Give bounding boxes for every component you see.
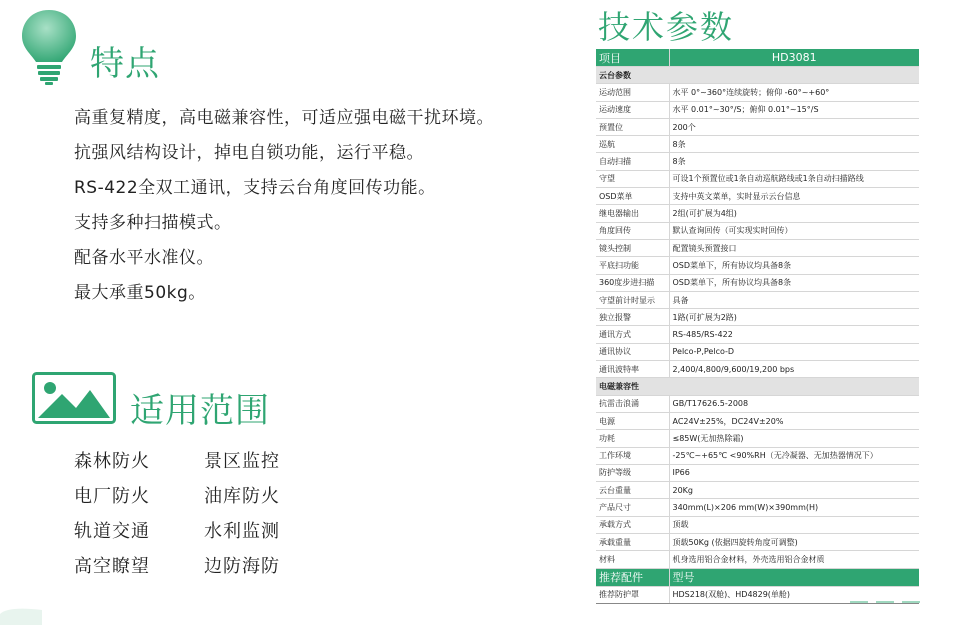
spec-value: 顶载: [669, 516, 919, 533]
spec-value: 可设1个预置位或1条自动巡航路线或1条自动扫描路线: [669, 170, 919, 187]
spec-value: 340mm(L)×206 mm(W)×390mm(H): [669, 499, 919, 516]
feature-item: 抗强风结构设计，掉电自锁功能，运行平稳。: [74, 143, 424, 163]
lightbulb-icon: [18, 8, 80, 86]
spec-key: 通讯方式: [596, 326, 669, 343]
spec-accessory-header-key: 推荐配件: [596, 568, 669, 586]
spec-value: 水平 0°~360°连续旋转；俯仰 -60°~+60°: [669, 84, 919, 101]
spec-value: OSD菜单下，所有协议均具备8条: [669, 274, 919, 291]
spec-value: 具备: [669, 291, 919, 308]
spec-value: RS-485/RS-422: [669, 326, 919, 343]
feature-item: 支持多种扫描模式。: [74, 213, 232, 233]
spec-value: OSD菜单下，所有协议均具备8条: [669, 257, 919, 274]
spec-key: 工作环境: [596, 447, 669, 464]
spec-group-label: 电磁兼容性: [596, 378, 919, 395]
application-item: 油库防火: [204, 486, 280, 507]
spec-key: 运动范围: [596, 84, 669, 101]
spec-row: [596, 516, 919, 533]
spec-value: 水平 0.01°~30°/S；俯仰 0.01°~15°/S: [669, 101, 919, 118]
spec-key: 产品尺寸: [596, 499, 669, 516]
application-item: 边防海防: [204, 556, 280, 577]
spec-key: 360度步进扫描: [596, 274, 669, 291]
spec-key: 通讯波特率: [596, 361, 669, 378]
spec-row: [596, 257, 919, 274]
feature-item: 最大承重50kg。: [74, 283, 206, 303]
application-item: 景区监控: [204, 451, 280, 472]
spec-row: [596, 291, 919, 308]
spec-value: 配置镜头预置接口: [669, 239, 919, 256]
spec-group-row: [596, 67, 919, 84]
spec-value: 默认查询回传（可实现实时回传）: [669, 222, 919, 239]
spec-row: [596, 534, 919, 551]
spec-value: 机身选用铝合金材料，外壳选用铝合金材质: [669, 551, 919, 568]
spec-value: Pelco-P,Pelco-D: [669, 343, 919, 360]
spec-key: 云台重量: [596, 482, 669, 499]
spec-row: [596, 412, 919, 429]
spec-key: 角度回传: [596, 222, 669, 239]
spec-key: 承载重量: [596, 534, 669, 551]
spec-value: 8条: [669, 153, 919, 170]
spec-row: [596, 482, 919, 499]
spec-key: 预置位: [596, 118, 669, 135]
spec-row: [596, 153, 919, 170]
spec-accessory-key: 推荐防护罩: [596, 586, 669, 603]
decorative-lines: [850, 597, 920, 607]
spec-row: [596, 136, 919, 153]
spec-value: 2组(可扩展为4组): [669, 205, 919, 222]
spec-key: 自动扫描: [596, 153, 669, 170]
spec-row: [596, 464, 919, 481]
spec-row: [596, 188, 919, 205]
spec-key: 独立报警: [596, 309, 669, 326]
spec-row: [596, 361, 919, 378]
spec-key: 巡航: [596, 136, 669, 153]
features-title: 特点: [90, 44, 160, 84]
landscape-image-icon: [32, 372, 116, 424]
spec-row: [596, 274, 919, 291]
spec-row: [596, 101, 919, 118]
spec-key: 通讯协议: [596, 343, 669, 360]
spec-value: IP66: [669, 464, 919, 481]
spec-value: 200个: [669, 118, 919, 135]
spec-row: [596, 430, 919, 447]
spec-header-row: [596, 49, 919, 67]
spec-group-row: [596, 378, 919, 395]
spec-row: [596, 118, 919, 135]
spec-row: [596, 205, 919, 222]
spec-row: [596, 343, 919, 360]
spec-key: 材料: [596, 551, 669, 568]
spec-key: 承载方式: [596, 516, 669, 533]
spec-key: 镜头控制: [596, 239, 669, 256]
spec-key: 抗雷击浪涌: [596, 395, 669, 412]
spec-value: 1路(可扩展为2路): [669, 309, 919, 326]
specs-title: 技术参数: [598, 8, 735, 46]
spec-row: [596, 309, 919, 326]
spec-row: [596, 170, 919, 187]
corner-decoration: [0, 604, 42, 625]
features-list: [74, 104, 494, 314]
applications-list: [74, 447, 324, 587]
spec-value: 20Kg: [669, 482, 919, 499]
application-item: 电厂防火: [74, 486, 150, 507]
spec-value: 2,400/4,800/9,600/19,200 bps: [669, 361, 919, 378]
spec-key: OSD菜单: [596, 188, 669, 205]
spec-key: 守望: [596, 170, 669, 187]
spec-table: [596, 49, 919, 604]
applications-title: 适用范围: [130, 391, 270, 431]
spec-value: AC24V±25%，DC24V±20%: [669, 412, 919, 429]
spec-accessory-header-row: [596, 568, 919, 586]
application-item: 高空瞭望: [74, 556, 150, 577]
spec-row: [596, 222, 919, 239]
spec-accessory-value: HDS218(双舱)、HD4829(单舱): [669, 586, 919, 603]
spec-row: [596, 551, 919, 568]
application-item: 水利监测: [204, 521, 280, 542]
spec-key: 功耗: [596, 430, 669, 447]
spec-header-model: HD3081: [669, 49, 919, 67]
spec-accessory-header-value: 型号: [669, 568, 919, 586]
spec-value: -25℃~+65℃ <90%RH（无冷凝器、无加热器情况下）: [669, 447, 919, 464]
spec-row: [596, 499, 919, 516]
spec-key: 运动速度: [596, 101, 669, 118]
spec-row: [596, 84, 919, 101]
spec-value: GB/T17626.5-2008: [669, 395, 919, 412]
spec-key: 电源: [596, 412, 669, 429]
spec-row: [596, 326, 919, 343]
spec-key: 守望前计时显示: [596, 291, 669, 308]
spec-value: 支持中英文菜单，实时显示云台信息: [669, 188, 919, 205]
feature-item: RS-422全双工通讯，支持云台角度回传功能。: [74, 178, 436, 198]
spec-value: 顶载50Kg (依据四旋转角度可调整): [669, 534, 919, 551]
spec-key: 平底扫功能: [596, 257, 669, 274]
application-item: 森林防火: [74, 451, 150, 472]
spec-row: [596, 395, 919, 412]
spec-value: 8条: [669, 136, 919, 153]
application-item: 轨道交通: [74, 521, 150, 542]
spec-key: 防护等级: [596, 464, 669, 481]
feature-item: 高重复精度，高电磁兼容性，可适应强电磁干扰环境。: [74, 108, 494, 128]
spec-header-key: 项目: [596, 49, 669, 67]
spec-group-label: 云台参数: [596, 67, 919, 84]
spec-value: ≤85W(无加热除霜): [669, 430, 919, 447]
feature-item: 配备水平水准仪。: [74, 248, 214, 268]
spec-key: 继电器输出: [596, 205, 669, 222]
spec-row: [596, 239, 919, 256]
spec-row: [596, 447, 919, 464]
